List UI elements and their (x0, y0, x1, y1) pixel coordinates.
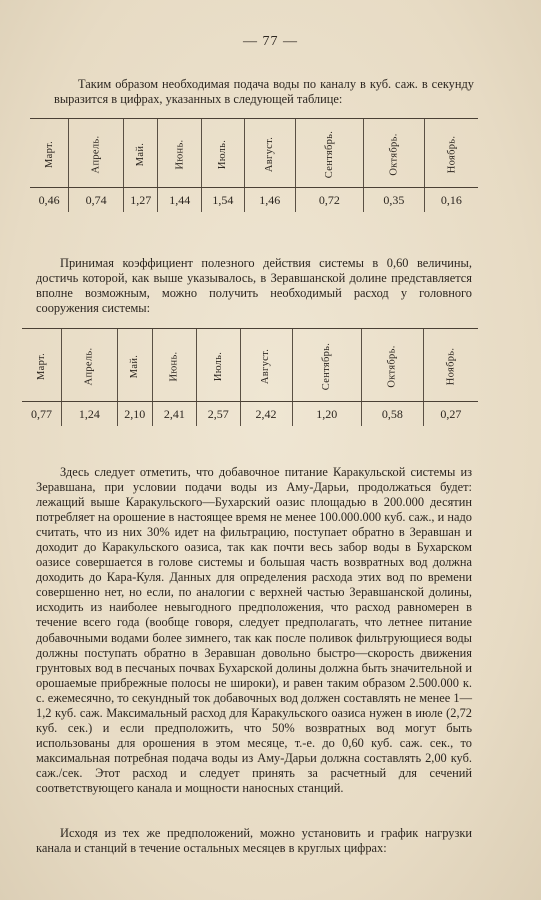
month-label: Июнь. (174, 139, 186, 169)
month-label: Март. (35, 352, 47, 380)
month-label: Сентябрь. (323, 130, 335, 178)
page-number: — 77 — (243, 34, 298, 49)
month-label: Сентябрь. (321, 342, 333, 390)
table-cell: 1,46 (244, 188, 295, 213)
month-label: Август. (260, 348, 272, 384)
table-cell: 0,74 (69, 188, 124, 213)
month-label: Апрель. (90, 135, 102, 173)
discharge-table-headworks (22, 328, 478, 426)
body-paragraph: Здесь следует отметить, что добавочное питание Каракульской системы из Зеравшана, при условии подачи воды из Аму-Дарьи, продолжаться будет: лежащий выше Каракульского—Бухарский оазис площадью в 200.000 десятин потребляет на орошение в настоящее время не менее 100.000.000 куб. саж., и надо считать, что из них 30% идет на фильтрацию, поступает обратно в Зеравшан и доходит до Каракульского оазиса, так как почти весь забор воды в Бухарском оазисе совершается в голове системы и большая часть возвратных вод должна доходить до Кара-Куля. Данных для определения расхода этих вод по времени совершенно нет, но если, по аналогии с верхней частью Зеравшанской долины, исходить из наиболее невыгодного предположения, что расход равномерен в течение всего года (вообще говоря, следует предполагать, что летнее питание добавочными водами более зимнего, так как после поливок фильтрующиеся воды должны поступать обратно в Зеравшан довольно быстро—скорость движения грунтовых вод в песчаных почвах Бухарской долины должна быть значительной и орошаемые прибрежные полосы не широки), и равен таким образом 2.500.000 к. с. ежемесячно, то секундный ток добавочных вод должен составлять не менее 1—1,2 куб. саж. Максимальный расход для Каракульского оазиса нужен в июле (2,72 куб. сек.) и если предположить, что 50% возвратных вод могут быть использованы для орошения в этом месяце, т.-е. до 0,60 куб. саж. сек., то максимальная потребная подача воды из Аму-Дарьи должна составлять 2,00 куб. саж./сек. Этот расход и следует принять за расчетный для сечений соответствующего канала и мощности наносных станций. (36, 465, 472, 795)
table-cell: 2,42 (240, 402, 292, 427)
intro-paragraph-1: Таким образом необходимая подача воды по каналу в куб. саж. в секунду выразится в цифрах, указанных в следующей таблице: (54, 77, 474, 106)
discharge-table-canal (30, 118, 478, 212)
table-cell: 1,44 (158, 188, 202, 213)
value-row (30, 188, 478, 213)
value-row (22, 402, 478, 427)
month-label: Октябрь. (388, 132, 400, 176)
table-cell: 1,27 (124, 188, 158, 213)
month-label: Август. (264, 136, 276, 172)
month-label: Апрель. (83, 347, 95, 385)
month-label: Октябрь. (386, 344, 398, 388)
table-cell: 2,57 (197, 402, 240, 427)
month-header-row (22, 329, 478, 402)
month-label: Июнь. (168, 351, 180, 381)
month-label: Ноябрь. (445, 135, 457, 173)
table-cell: 0,27 (423, 402, 478, 427)
month-label: Март. (43, 140, 55, 168)
table-cell: 0,35 (363, 188, 424, 213)
table-cell: 2,10 (117, 402, 152, 427)
month-label: Ноябрь. (445, 347, 457, 385)
month-label: Май. (135, 142, 147, 166)
month-label: Июль. (212, 351, 224, 381)
table-cell: 1,20 (292, 402, 361, 427)
month-label: Май. (129, 354, 141, 378)
table-cell: 0,72 (295, 188, 363, 213)
table-cell: 0,58 (361, 402, 423, 427)
table-cell: 0,77 (30, 406, 52, 421)
table-cell: 0,46 (38, 192, 60, 207)
table-cell: 1,24 (61, 402, 117, 427)
table-cell: 1,54 (202, 188, 245, 213)
final-paragraph: Исходя из тех же предположений, можно установить и график нагрузки канала и станций в течение остальных месяцев в круглых цифрах: (36, 826, 472, 855)
month-header-row (30, 119, 478, 188)
table-cell: 2,41 (152, 402, 196, 427)
month-label: Июль. (217, 139, 229, 169)
table-cell: 0,16 (424, 188, 478, 213)
intro-paragraph-2: Принимая коэффициент полезного действия системы в 0,60 величины, достичь которой, как выше указывалось, в Зеравшанской долине представляется вполне возможным, можно получить необходимый расход у головного сооружения системы: (36, 256, 472, 315)
